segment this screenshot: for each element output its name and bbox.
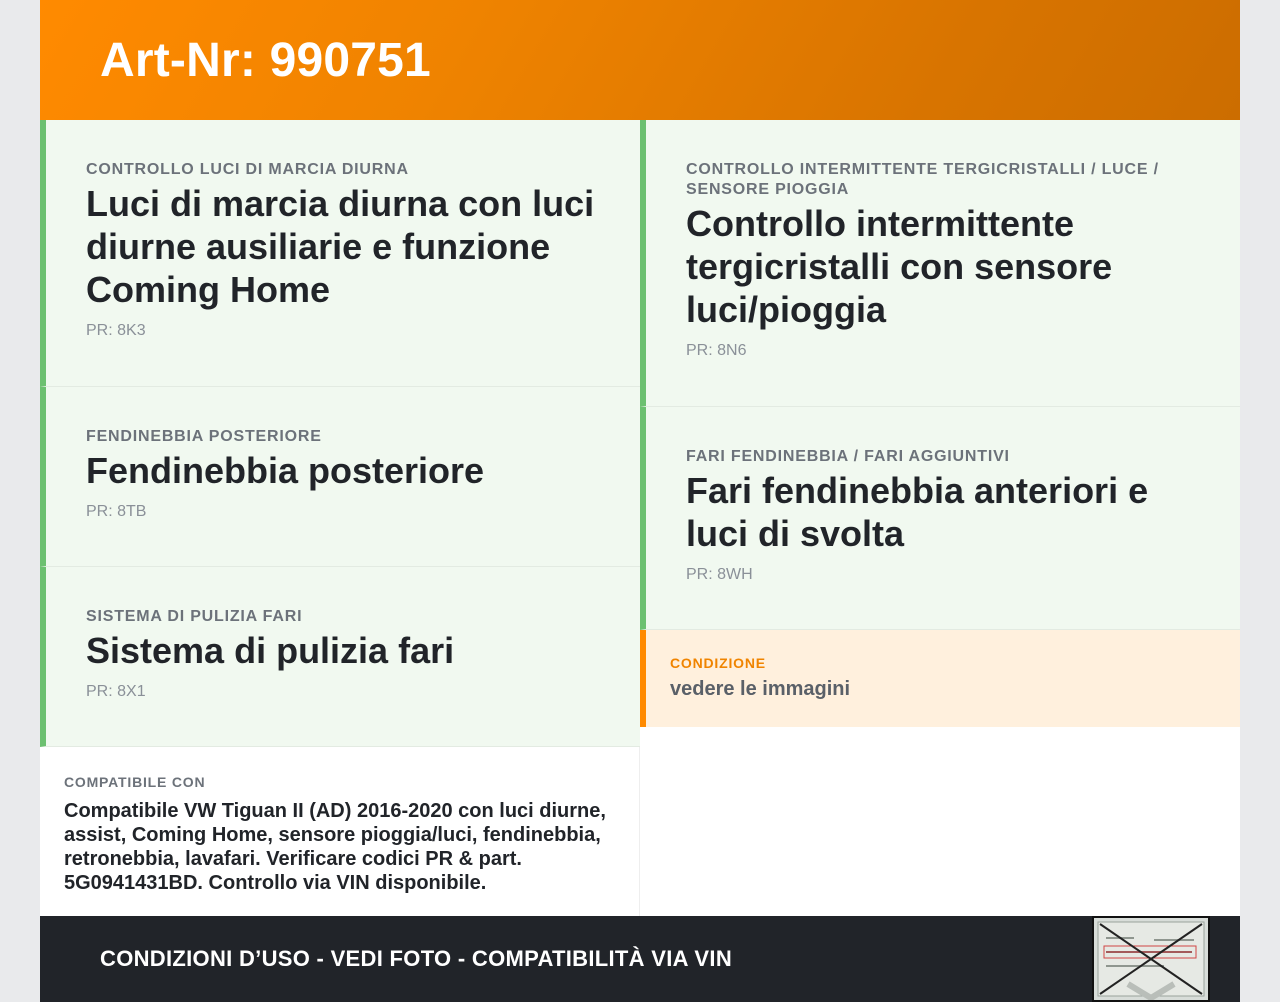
feature-card-headlight-wash [40, 567, 640, 747]
footer-conditions-text: CONDIZIONI D’USO - VEDI FOTO - COMPATIBILITÀ VIA VIN [100, 946, 733, 971]
compatibility-section [40, 747, 640, 916]
condition-value: vedere le immagini [670, 678, 851, 700]
feature-title: Fari fendinebbia anteriori e luci di svolta [686, 470, 1149, 554]
feature-pr-code: PR: 8X1 [86, 683, 146, 700]
footer-bar [40, 916, 1240, 1002]
condition-label: CONDIZIONE [670, 655, 766, 671]
feature-category: CONTROLLO INTERMITTENTE TERGICRISTALLI / LUCE / SENSORE PIOGGIA [686, 161, 1159, 198]
feature-pr-code: PR: 8WH [686, 566, 753, 583]
features-grid [40, 120, 1240, 916]
feature-card-daytime-lights [40, 120, 640, 387]
feature-pr-code: PR: 8TB [86, 503, 147, 520]
article-number-title: Art-Nr: 990751 [100, 33, 431, 87]
feature-pr-code: PR: 8K3 [86, 322, 146, 339]
compatibility-label: COMPATIBILE CON [64, 774, 206, 790]
label-photo-image [1094, 918, 1208, 1000]
product-photo-thumbnail[interactable] [1092, 916, 1210, 1002]
listing-page [40, 0, 1240, 1002]
feature-card-wiper-control [640, 120, 1240, 407]
feature-card-front-fog [640, 407, 1240, 630]
feature-category: FENDINEBBIA POSTERIORE [86, 428, 322, 445]
feature-category: FARI FENDINEBBIA / FARI AGGIUNTIVI [686, 448, 1010, 465]
feature-pr-code: PR: 8N6 [686, 342, 747, 359]
header-banner [40, 0, 1240, 120]
feature-title: Controllo intermittente tergicristalli con sensore luci/pioggia [686, 203, 1113, 330]
feature-title: Fendinebbia posteriore [86, 450, 485, 491]
feature-category: CONTROLLO LUCI DI MARCIA DIURNA [86, 161, 409, 178]
feature-category: SISTEMA DI PULIZIA FARI [86, 608, 303, 625]
feature-title: Sistema di pulizia fari [86, 630, 455, 671]
condition-box [640, 630, 1240, 727]
compatibility-text: Compatibile VW Tiguan II (AD) 2016-2020 con luci diurne, assist, Coming Home, sensore pioggia/luci, fendinebbia, retronebbia, lavafari. Verificare codici PR & part. 5G0941431BD. Controllo via VIN disponibile. [64, 800, 606, 894]
feature-title: Luci di marcia diurna con luci diurne ausiliarie e funzione Coming Home [86, 183, 595, 310]
features-column-left [40, 120, 640, 916]
feature-card-rear-fog [40, 387, 640, 567]
features-column-right [640, 120, 1240, 727]
